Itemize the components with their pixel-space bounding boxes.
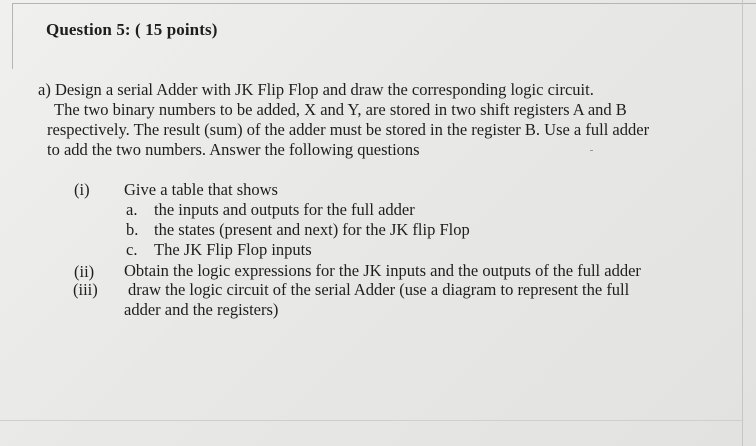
part-a-line-4: to add the two numbers. Answer the following questions [47,140,420,159]
sub-item-b [126,220,470,240]
part-a-line-1: a) Design a serial Adder with JK Flip Flop and draw the corresponding logic circuit. [38,80,594,99]
item-ii-number: (ii) [74,262,95,281]
sub-item-b-letter: b. [126,220,139,239]
item-iii-text-continued: adder and the registers) [124,300,279,319]
sub-item-c-letter: c. [126,240,138,259]
frame-left-border [12,3,13,69]
item-ii-text: Obtain the logic expressions for the JK inputs and the outputs of the full adder [124,261,641,280]
frame-top-border [12,3,756,4]
item-iii-number: (iii) [73,280,98,299]
question-title: Question 5: ( 15 points) [46,20,218,39]
sub-item-a-text: the inputs and outputs for the full adder [154,200,415,219]
sub-item-c-text: The JK Flip Flop inputs [154,240,312,259]
page-bottom-rule [0,420,742,421]
sub-item-b-text: the states (present and next) for the JK flip Flop [154,220,470,239]
paper-mark [590,150,593,151]
item-i-text: Give a table that shows [124,180,278,199]
sub-item-a-letter: a. [126,200,138,219]
sub-item-c [126,240,312,260]
item-iii-text: draw the logic circuit of the serial Adder (use a diagram to represent the full [128,280,630,299]
item-i-number: (i) [74,180,90,199]
page-right-rule [742,0,743,446]
part-a-line-2: The two binary numbers to be added, X and Y, are stored in two shift registers A and B [54,100,627,119]
sub-item-a [126,200,415,220]
part-a-line-3: respectively. The result (sum) of the adder must be stored in the register B. Use a full adder [47,120,650,139]
